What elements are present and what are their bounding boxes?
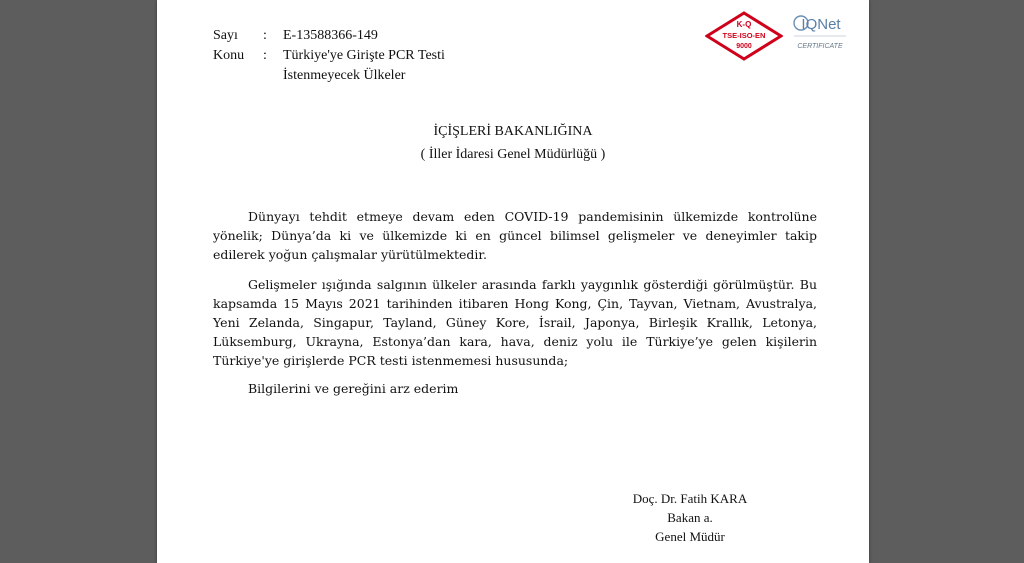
signatory-title: Genel Müdür — [655, 529, 725, 544]
sayi-row — [213, 26, 543, 46]
paragraph-2: Gelişmeler ışığında salgının ülkeler arasında farklı yaygınlık gösterdiği görülmüştür. Bu kapsamda 15 Mayıs 2021 tarihinden itibaren Hong Kong, Çin, Tayvan, Vietnam, Avustralya, Yeni Zelanda, Singapur, Tayland, Güney Kore, İsrail, Japonya, Birleşik Krallık, Letonya, Lüksemburg, Ukrayna, Estonya’dan kara, hava, deniz yolu ile Türkiye’ye gelen kişilerin Türkiye'ye girişlerde PCR testi istenmemesi hususunda; — [213, 277, 817, 368]
addressee-title: İÇİŞLERİ BAKANLIĞINA — [433, 124, 593, 139]
konu-row — [213, 46, 543, 66]
paragraph-3: Bilgilerini ve gereğini arz ederim — [248, 381, 459, 396]
sayi-label: Sayı — [213, 28, 238, 43]
konu-row-2 — [213, 66, 543, 86]
kq-line3: 9000 — [736, 43, 752, 50]
sayi-colon: : — [263, 28, 267, 43]
signature-block — [600, 489, 780, 546]
iqnet-certificate-logo — [790, 10, 850, 55]
iqnet-sub: CERTIFICATE — [797, 43, 843, 50]
kq-certification-logo — [705, 11, 783, 61]
paragraph-1: Dünyayı tehdit etmeye devam eden COVID-19 pandemisinin ülkemizde kontrolüne yönelik; Dünya’da ki ve ülkemizde ki en güncel bilimsel gelişmeler ve deneyimler takip edilerek yoğun çalışmalar yürütülmektedir. — [213, 209, 817, 262]
addressee-subtitle: ( İller İdaresi Genel Müdürlüğü ) — [420, 147, 606, 162]
konu-label: Konu — [213, 48, 245, 63]
sayi-value: E-13588366-149 — [283, 28, 378, 43]
konu-line2: İstenmeyecek Ülkeler — [283, 68, 406, 83]
signatory-line2: Bakan a. — [667, 510, 713, 525]
konu-line1: Türkiye'ye Girişte PCR Testi — [283, 48, 445, 63]
kq-line2: TSE-ISO-EN — [722, 31, 766, 40]
signatory-name: Doç. Dr. Fatih KARA — [632, 491, 748, 506]
iqnet-text: IQNet — [801, 16, 841, 33]
konu-colon: : — [263, 48, 267, 63]
document-header — [213, 26, 543, 86]
kq-line1: K-Q — [736, 20, 752, 29]
